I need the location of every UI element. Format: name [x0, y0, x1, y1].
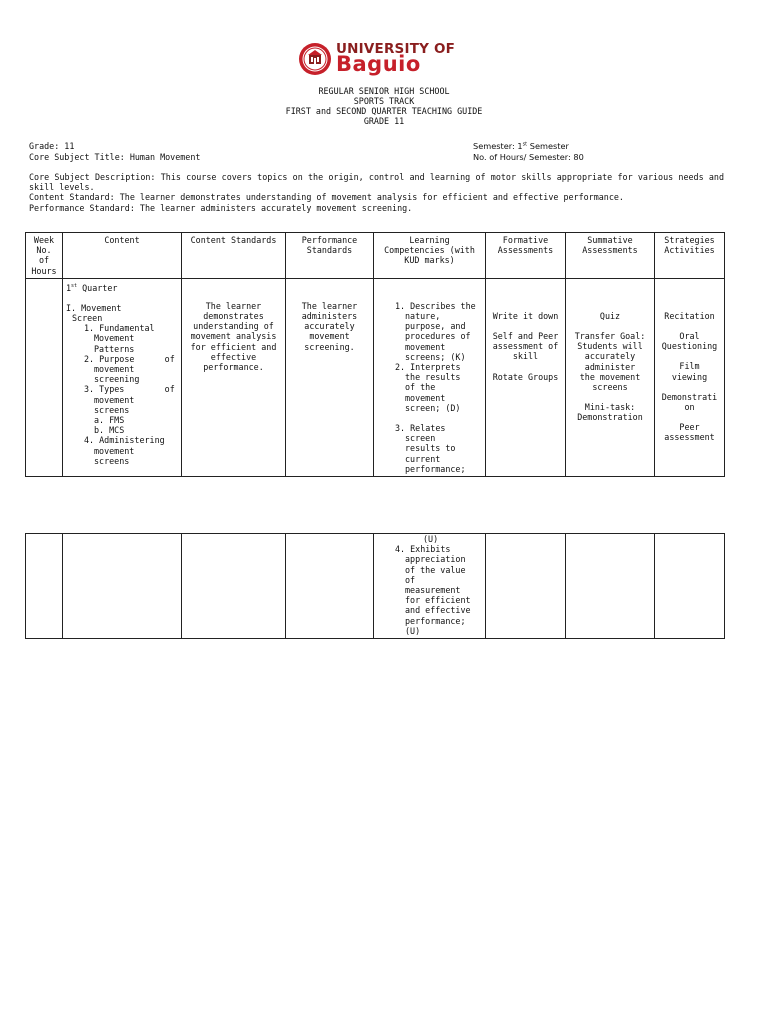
- course-info-right: [473, 141, 584, 163]
- header-line: Learning: [409, 235, 450, 245]
- header-content: Content: [63, 233, 182, 279]
- spacer: [569, 291, 651, 301]
- header-line: KUD marks): [404, 255, 455, 266]
- cell-line: Peer: [679, 422, 700, 433]
- content-item: movement: [94, 445, 135, 456]
- header-line: Competencies (with: [384, 245, 475, 256]
- competency-line: procedures of: [405, 331, 471, 342]
- formative-cell: [486, 534, 566, 639]
- competency-line: appreciation: [405, 554, 466, 565]
- content-item: screens: [94, 404, 130, 415]
- competency-line: nature,: [405, 311, 441, 322]
- header-week: [26, 233, 63, 279]
- hours-label: No. of Hours/ Semester: 80: [473, 152, 584, 162]
- cell-line: Quiz: [599, 310, 621, 321]
- cell-line: for efficient and: [190, 341, 277, 352]
- spacer: [289, 281, 370, 291]
- content-standards-cell: [182, 534, 286, 639]
- spacer: [377, 291, 482, 301]
- competency-line: movement: [405, 341, 446, 352]
- cell-line: administer: [584, 361, 636, 372]
- strategies-cell: [655, 534, 725, 639]
- semester-prefix: Semester: 1: [473, 141, 523, 151]
- cell-line: accurately: [304, 321, 355, 332]
- content-standard-text: Content Standard: The learner demonstrates understanding of movement analysis for efficient and effective performance.: [29, 192, 624, 203]
- content-item: 4. Administering: [84, 435, 165, 446]
- grade-label: Grade: 11: [29, 141, 75, 151]
- competency-line: 1. Describes the: [395, 300, 476, 311]
- cell-line: administers: [301, 311, 358, 322]
- header-content-standards: Content Standards: [182, 233, 286, 279]
- cell-line: understanding of: [193, 321, 274, 332]
- course-info-left: [29, 141, 200, 163]
- competency-line: screen; (D): [405, 402, 461, 413]
- university-seal-icon: [298, 42, 332, 76]
- table-header-row: [26, 233, 725, 279]
- competency-line: performance;: [405, 463, 466, 474]
- cell-line: the movement: [579, 371, 641, 382]
- cell-line: viewing: [671, 371, 708, 382]
- competency-line: screen: [405, 433, 436, 444]
- header-line: Assessments: [497, 245, 554, 256]
- competencies-cell: [374, 278, 486, 476]
- content-item: screening: [94, 374, 140, 385]
- spacer: [658, 281, 721, 291]
- content-item: movement: [94, 394, 135, 405]
- content-item: Patterns: [94, 343, 135, 354]
- cell-line: effective: [210, 351, 257, 362]
- cell-line: on: [684, 402, 695, 413]
- header-summative: [566, 233, 655, 279]
- spacer: [377, 281, 482, 291]
- cell-line: assessment of: [492, 341, 559, 352]
- semester-sup: st: [522, 141, 528, 148]
- content-item: movement: [94, 364, 135, 375]
- cell-line: The learner: [301, 300, 358, 311]
- spacer: [489, 301, 562, 311]
- spacer: [489, 321, 562, 331]
- performance-standards-cell: [286, 278, 374, 476]
- cell-line: Questioning: [661, 341, 718, 352]
- formative-cell: [486, 278, 566, 476]
- semester-label: [473, 141, 584, 152]
- cell-line: Students will: [577, 341, 643, 352]
- spacer: [489, 362, 562, 372]
- competency-line: for efficient: [405, 595, 471, 606]
- header-line: Performance: [301, 235, 358, 245]
- competencies-cell: [374, 534, 486, 639]
- spacer: [658, 291, 721, 301]
- header-performance-standards: [286, 233, 374, 279]
- competency-line: (U): [405, 625, 421, 636]
- spacer: [658, 351, 721, 361]
- competency-line: of the: [405, 382, 436, 393]
- teaching-guide-table: [25, 232, 725, 477]
- cell-line: Mini-task:: [584, 402, 636, 413]
- cell-line: Oral: [679, 331, 700, 342]
- spacer: [289, 291, 370, 301]
- cell-line: Demonstrati: [661, 391, 718, 402]
- subject-title-label: Core Subject Title: Human Movement: [29, 152, 201, 162]
- spacer: [569, 301, 651, 311]
- spacer: [377, 413, 482, 423]
- content-cell: [63, 534, 182, 639]
- teaching-guide-table-continued: [25, 533, 725, 639]
- summative-cell: [566, 534, 655, 639]
- spacer: [658, 412, 721, 422]
- content-item: Screen: [72, 313, 103, 324]
- content-item: a. FMS: [94, 415, 125, 426]
- performance-standard-text: Performance Standard: The learner administers accurately movement screening.: [29, 202, 413, 213]
- header-strategies: [655, 233, 725, 279]
- header-line: Assessments: [582, 245, 638, 256]
- spacer: [569, 321, 651, 331]
- cell-line: screening.: [304, 341, 355, 352]
- performance-standards-cell: [286, 534, 374, 639]
- strategies-cell: [655, 278, 725, 476]
- cell-line: skill: [512, 351, 539, 362]
- competency-line: the results: [405, 372, 461, 383]
- content-cell: [63, 278, 182, 476]
- content-item: 1. Fundamental: [84, 323, 155, 334]
- content-item: 2. Purpose of: [84, 353, 175, 364]
- competency-line: of the value: [405, 564, 466, 575]
- competency-line: current: [405, 453, 441, 464]
- heading-line-track: SPORTS TRACK: [353, 96, 415, 106]
- competency-line: (U): [423, 534, 439, 544]
- heading-line-grade: GRADE 11: [363, 116, 405, 126]
- competency-line: of: [405, 574, 416, 585]
- competency-line: movement: [405, 392, 446, 403]
- header-line: Formative: [502, 235, 549, 245]
- content-item: 3. Types of: [84, 384, 175, 395]
- spacer: [658, 321, 721, 331]
- header-week-line: No.: [36, 245, 52, 256]
- semester-suffix: Semester: [527, 141, 569, 151]
- spacer: [569, 392, 651, 402]
- document-heading: [0, 86, 768, 126]
- content-standards-cell: [182, 278, 286, 476]
- cell-line: screens: [592, 382, 628, 393]
- spacer: [66, 293, 178, 303]
- spacer: [658, 301, 721, 311]
- table-row: [26, 278, 725, 476]
- spacer: [489, 291, 562, 301]
- cell-line: movement analysis: [190, 331, 277, 342]
- core-subject-description: Core Subject Description: This course covers topics on the origin, control and learning of motor skills appropriate for various needs and skill levels.: [29, 172, 724, 193]
- cell-line: Rotate Groups: [492, 371, 559, 382]
- header-formative: [486, 233, 566, 279]
- cell-line: Recitation: [664, 310, 715, 321]
- cell-line: performance.: [203, 362, 264, 373]
- cell-line: accurately: [584, 351, 636, 362]
- table-row: [26, 534, 725, 639]
- spacer: [489, 281, 562, 291]
- competency-line: 3. Relates: [395, 423, 446, 434]
- cell-line: demonstrates: [203, 311, 264, 322]
- content-item: b. MCS: [94, 425, 125, 436]
- cell-line: assessment: [664, 432, 715, 443]
- heading-line-guide: FIRST and SECOND QUARTER TEACHING GUIDE: [285, 106, 483, 116]
- header-week-line: of: [38, 255, 50, 266]
- header-line: Summative: [587, 235, 633, 245]
- competency-line: performance;: [405, 615, 466, 626]
- content-item: screens: [94, 455, 130, 466]
- spacer: [185, 281, 282, 291]
- quarter-label: [66, 281, 178, 293]
- competency-line: results to: [405, 443, 456, 454]
- header-week-line: Hours: [31, 265, 57, 276]
- header-line: Activities: [664, 245, 715, 256]
- competency-line: screens; (K): [405, 351, 466, 362]
- competency-line: 4. Exhibits: [395, 544, 451, 555]
- cell-line: Film: [679, 361, 700, 372]
- logo-line-baguio: Baguio: [336, 52, 421, 76]
- cell-line: movement: [309, 331, 350, 342]
- logo-line-university: UNIVERSITY OF: [336, 41, 456, 57]
- quarter-sup: st: [71, 282, 78, 289]
- cell-line: Write it down: [492, 310, 559, 321]
- competency-line: measurement: [405, 585, 461, 596]
- content-item: Movement: [94, 333, 135, 344]
- header-line: Standards: [306, 245, 353, 256]
- competency-line: 2. Interprets: [395, 362, 461, 373]
- quarter-suffix: Quarter: [77, 282, 118, 293]
- cell-line: The learner: [205, 300, 262, 311]
- header-competencies: [374, 233, 486, 279]
- spacer: [658, 382, 721, 392]
- spacer: [569, 281, 651, 291]
- spacer: [185, 291, 282, 301]
- competency-line: and effective: [405, 605, 471, 616]
- content-item: I. Movement: [66, 302, 122, 313]
- week-cell: [26, 278, 63, 476]
- cell-line: Demonstration: [577, 412, 643, 423]
- university-logo: [298, 40, 473, 76]
- header-line: Strategies: [664, 235, 715, 245]
- quarter-prefix: 1: [66, 282, 72, 293]
- week-cell: [26, 534, 63, 639]
- competency-line: purpose, and: [405, 321, 466, 332]
- heading-line-school: REGULAR SENIOR HIGH SCHOOL: [318, 86, 450, 96]
- cell-line: Transfer Goal:: [574, 331, 646, 342]
- cell-line: Self and Peer: [492, 331, 559, 342]
- summative-cell: [566, 278, 655, 476]
- header-week-line: Week: [33, 235, 55, 245]
- course-descriptions: [29, 172, 724, 213]
